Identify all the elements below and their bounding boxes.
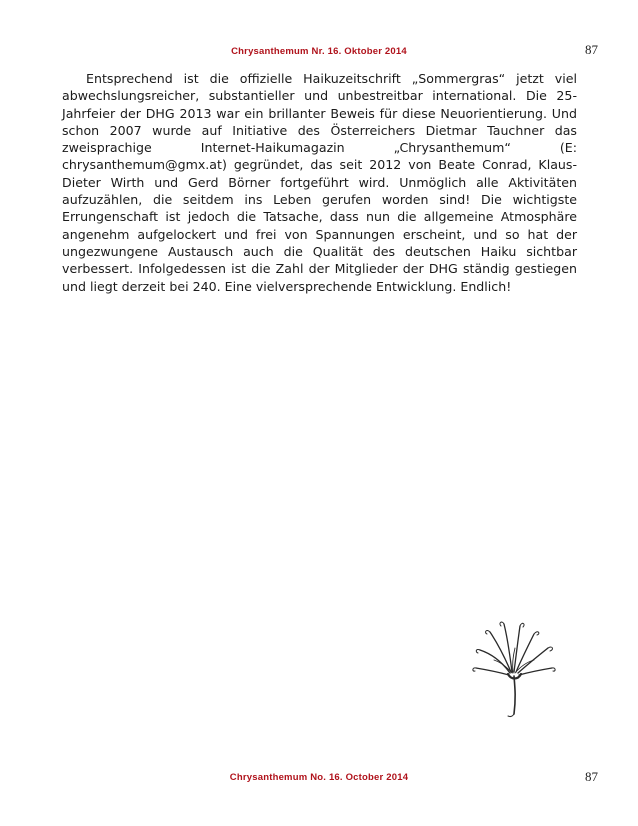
body-paragraph-text: Entsprechend ist die offizielle Haikuzeitschrift „Sommergras“ jetzt viel abwechslungsreicher, substantieller und unbestreitbar international. Die 25-Jahrfeier der DHG 2013 war ein brillanter Beweis für diese Neuorientierung. Und schon 2007 wurde auf Initiative des Österreichers Dietmar Tauchner das zweisprachige Internet-Haikumagazin „Chrysanthemum“ (E: chrysanthemum@gmx.at) gegründet, das seit 2012 von Beate Conrad, Klaus-Dieter Wirth und Gerd Börner fortgeführt wird. Unmöglich alle Aktivitäten aufzuzählen, die seitdem ins Leben gerufen worden sind! Die wichtigste Errungenschaft ist jedoch die Tatsache, dass nun die allgemeine Atmosphäre angenehm aufgelockert und frei von Spannungen erscheint, und so hat der ungezwungene Austausch auch die Qualität des deutschen Haiku sichtbar verbessert. Infolgedessen ist die Zahl der Mitglieder der DHG ständig gestiegen und liegt derzeit bei 240. Eine vielversprechende Entwicklung. Endlich! — [62, 71, 577, 294]
running-header-title: Chrysanthemum Nr. 16. Oktober 2014 — [231, 46, 407, 57]
header-page-number: 87 — [585, 42, 598, 57]
footer-page-number: 87 — [585, 769, 598, 784]
body-paragraph — [62, 70, 577, 295]
running-footer-title: Chrysanthemum No. 16. October 2014 — [229, 772, 409, 783]
chrysanthemum-flower-icon — [468, 618, 558, 718]
